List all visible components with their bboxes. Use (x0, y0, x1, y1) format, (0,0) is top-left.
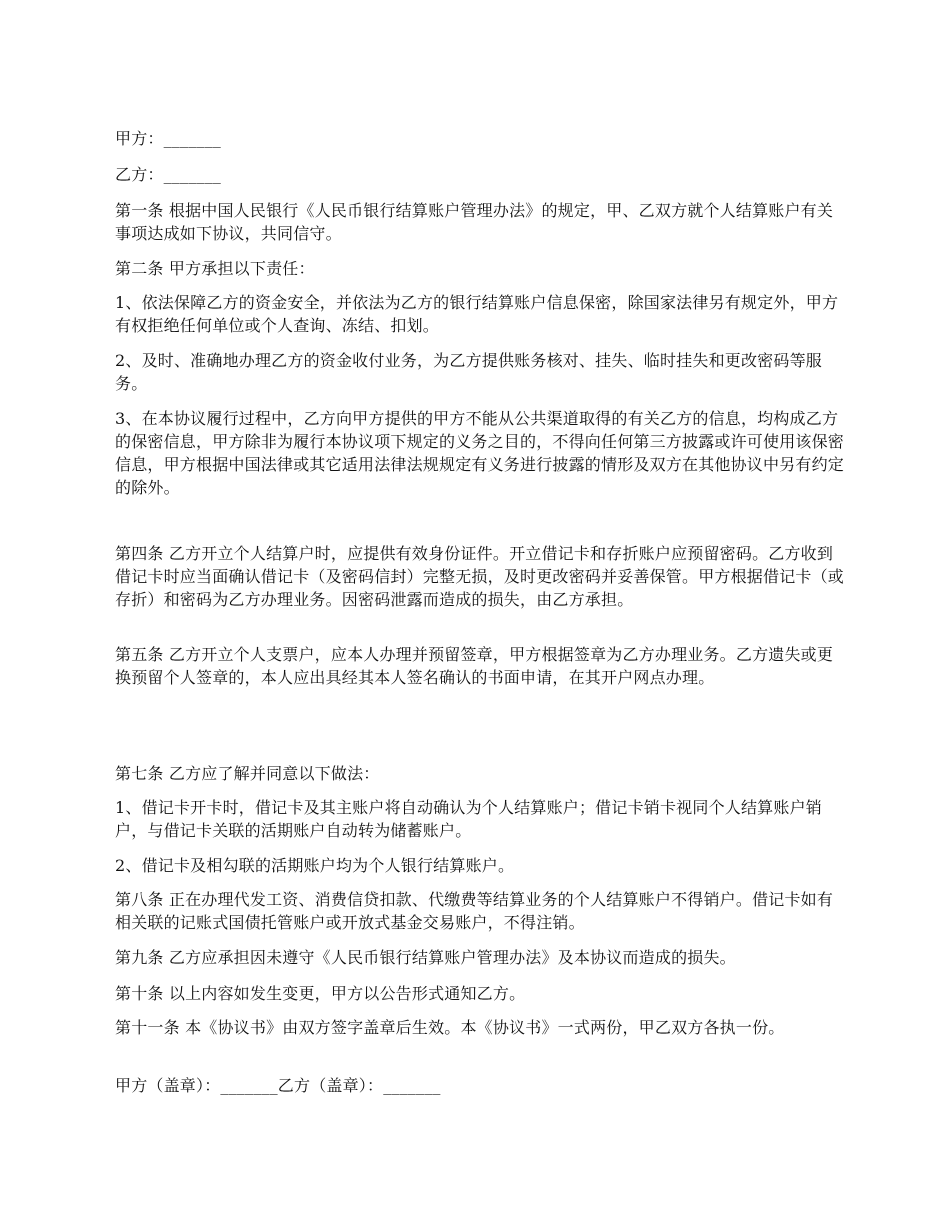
article-4: 第四条 乙方开立个人结算户时，应提供有效身份证件。开立借记卡和存折账户应预留密码。乙方收到借记卡时应当面确认借记卡（及密码信封）完整无损，及时更改密码并妥善保管。甲方根据借记卡（或存折）和密码为乙方办理业务。因密码泄露而造成的损失，由乙方承担。 (115, 544, 845, 609)
article-2-item-3: 3、在本协议履行过程中，乙方向甲方提供的甲方不能从公共渠道取得的有关乙方的信息，均构成乙方的保密信息，甲方除非为履行本协议项下规定的义务之目的，不得向任何第三方披露或许可使用该保密信息，甲方根据中国法律或其它适用法律法规规定有义务进行披露的情形及双方在其他协议中另有约定的除外。 (115, 409, 845, 497)
article-2-heading: 第二条 甲方承担以下责任： (115, 259, 315, 278)
article-10: 第十条 以上内容如发生变更，甲方以公告形式通知乙方。 (115, 984, 526, 1003)
article-8: 第八条 正在办理代发工资、消费信贷扣款、代缴费等结算业务的个人结算账户不得销户。借记卡如有相关联的记账式国债托管账户或开放式基金交易账户，不得注销。 (115, 890, 834, 932)
party-b-line: 乙方：_______ (115, 165, 222, 184)
party-a-line: 甲方：_______ (115, 129, 222, 148)
article-7-heading: 第七条 乙方应了解并同意以下做法： (115, 764, 380, 783)
article-1: 第一条 根据中国人民银行《人民币银行结算账户管理办法》的规定，甲、乙双方就个人结算账户有关事项达成如下协议，共同信守。 (115, 201, 834, 243)
article-9: 第九条 乙方应承担因未遵守《人民币银行结算账户管理办法》及本协议而造成的损失。 (115, 948, 736, 967)
article-7-item-1: 1、借记卡开卡时，借记卡及其主账户将自动确认为个人结算账户；借记卡销卡视同个人结算账户销户，与借记卡关联的活期账户自动转为储蓄账户。 (115, 798, 822, 840)
article-5: 第五条 乙方开立个人支票户，应本人办理并预留签章，甲方根据签章为乙方办理业务。乙方遗失或更换预留个人签章的，本人应出具经其本人签名确认的书面申请，在其开户网点办理。 (115, 645, 834, 687)
article-11: 第十一条 本《协议书》由双方签字盖章后生效。本《协议书》一式两份，甲乙双方各执一份。 (115, 1018, 785, 1037)
article-2-item-1: 1、依法保障乙方的资金安全，并依法为乙方的银行结算账户信息保密，除国家法律另有规定外，甲方有权拒绝任何单位或个人查询、冻结、扣划。 (115, 293, 839, 335)
signature-line: 甲方（盖章）：_______乙方（盖章）：_______ (115, 1076, 441, 1095)
article-2-item-2: 2、及时、准确地办理乙方的资金收付业务，为乙方提供账务核对、挂失、临时挂失和更改密码等服务。 (115, 351, 822, 393)
article-7-item-2: 2、借记卡及相勾联的活期账户均为个人银行结算账户。 (115, 856, 515, 875)
